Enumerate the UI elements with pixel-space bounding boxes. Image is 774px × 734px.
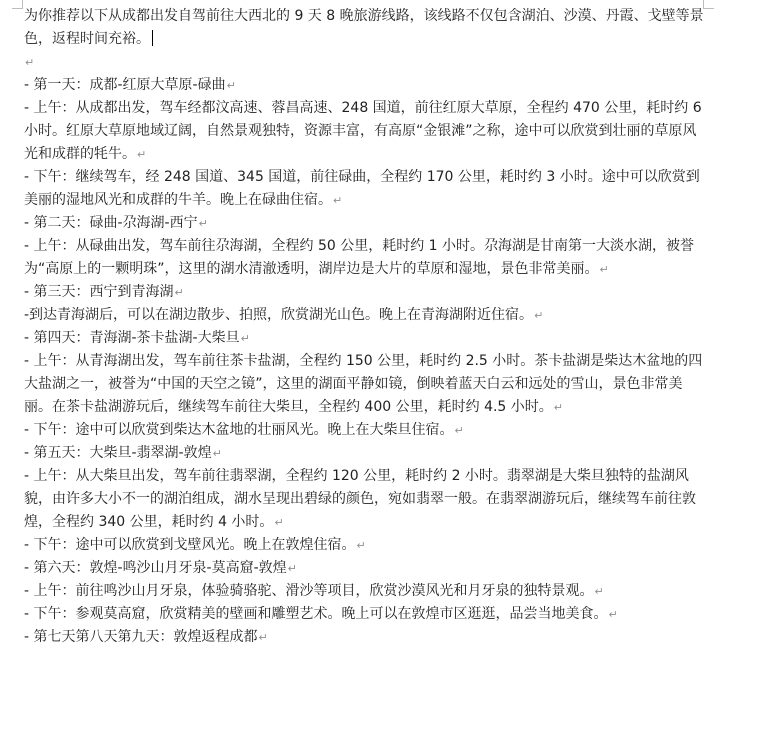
day6-afternoon[interactable]: - 下午：参观莫高窟，欣赏精美的壁画和雕塑艺术。晚上可以在敦煌市区逛逛，品尝当地美食。↵ <box>24 606 618 622</box>
intro-paragraph[interactable]: 为你推荐以下从成都出发自驾前往大西北的 9 天 8 晚旅游线路，该线路不仅包含湖泊、沙漠、丹霞、戈壁等景色，返程时间充裕。 <box>24 8 704 47</box>
paragraph-mark-icon: ↵ <box>174 286 184 299</box>
paragraph-mark-icon: ↵ <box>198 217 208 230</box>
day5-morning[interactable]: - 上午：从大柴旦出发，驾车前往翡翠湖，全程约 120 公里，耗时约 2 小时。翡翠湖是大柴旦独特的盐湖风貌，由许多大小不一的湖泊组成，湖水呈现出碧绿的颜色，宛如翡翠一般。在翡翠湖游玩后，继续驾车前往敦煌，全程约 340 公里，耗时约 4 小时。↵ <box>24 468 696 530</box>
margin-corner-mark <box>703 0 714 9</box>
paragraph-mark-icon: ↵ <box>226 79 236 92</box>
empty-paragraph[interactable] <box>24 51 704 74</box>
day4-morning[interactable]: - 上午：从青海湖出发，驾车前往茶卡盐湖，全程约 150 公里，耗时约 2.5 小时。茶卡盐湖是柴达木盆地的四大盐湖之一，被誉为“中国的天空之镜”，这里的湖面平静如镜，倒映着蓝天白云和远处的雪山，景色非常美丽。在茶卡盐湖游玩后，继续驾车前往大柴旦，全程约 400 公里，耗时约 4.5 小时。↵ <box>24 353 703 415</box>
paragraph-mark-icon: ↵ <box>274 516 284 529</box>
day6-heading[interactable]: - 第六天：敦煌-鸣沙山月牙泉-莫高窟-敦煌↵ <box>24 560 297 576</box>
paragraph-mark-icon: ↵ <box>25 56 35 69</box>
day5-afternoon[interactable]: - 下午：途中可以欣赏到戈壁风光。晚上在敦煌住宿。↵ <box>24 537 366 553</box>
day2-heading[interactable]: - 第二天：碌曲-尕海湖-西宁↵ <box>24 215 208 231</box>
day1-morning[interactable]: - 上午：从成都出发，驾车经都汶高速、蓉昌高速、248 国道，前往红原大草原，全程约 470 公里，耗时约 6 小时。红原大草原地域辽阔，自然景观独特，资源丰富，有高原“金银滩”之称，途中可以欣赏到壮丽的草原风光和成群的牦牛。↵ <box>24 100 702 162</box>
paragraph-mark-icon: ↵ <box>333 194 343 207</box>
paragraph-mark-icon: ↵ <box>356 539 366 552</box>
day7-9-heading[interactable]: - 第七天第八天第九天：敦煌返程成都↵ <box>24 629 268 645</box>
margin-corner-mark <box>12 0 23 9</box>
day4-heading[interactable]: - 第四天：青海湖-茶卡盐湖-大柴旦↵ <box>24 330 250 346</box>
paragraph-mark-icon: ↵ <box>534 309 544 322</box>
paragraph-mark-icon: ↵ <box>608 608 618 621</box>
paragraph-mark-icon: ↵ <box>212 447 222 460</box>
paragraph-mark-icon: ↵ <box>594 585 604 598</box>
paragraph-mark-icon: ↵ <box>599 263 609 276</box>
paragraph-mark-icon: ↵ <box>553 401 564 414</box>
paragraph-mark-icon: ↵ <box>137 148 147 161</box>
day6-morning[interactable]: - 上午：前往鸣沙山月牙泉，体验骑骆驼、滑沙等项目，欣赏沙漠风光和月牙泉的独特景观。↵ <box>24 583 604 599</box>
paragraph-mark-icon: ↵ <box>240 332 250 345</box>
day5-heading[interactable]: - 第五天：大柴旦-翡翠湖-敦煌↵ <box>24 445 222 461</box>
day2-morning[interactable]: - 上午：从碌曲出发，驾车前往尕海湖，全程约 50 公里，耗时约 1 小时。尕海湖是甘南第一大淡水湖，被誉为“高原上的一颗明珠”，这里的湖水清澈透明，湖岸边是大片的草原和湿地，景色非常美丽。↵ <box>24 238 695 277</box>
day1-heading[interactable]: - 第一天：成都-红原大草原-碌曲↵ <box>24 77 236 93</box>
paragraph-mark-icon: ↵ <box>258 631 268 644</box>
text-cursor <box>152 30 153 46</box>
day3-heading[interactable]: - 第三天：西宁到青海湖↵ <box>24 284 184 300</box>
day4-afternoon[interactable]: - 下午：途中可以欣赏到柴达木盆地的壮丽风光。晚上在大柴旦住宿。↵ <box>24 422 464 438</box>
day1-afternoon[interactable]: - 下午：继续驾车，经 248 国道、345 国道，前往碌曲，全程约 170 公里，耗时约 3 小时。途中可以欣赏到美丽的湿地风光和成群的牛羊。晚上在碌曲住宿。↵ <box>24 169 700 208</box>
paragraph-mark-icon: ↵ <box>287 562 297 575</box>
day3-detail[interactable]: -到达青海湖后，可以在湖边散步、拍照，欣赏湖光山色。晚上在青海湖附近住宿。↵ <box>24 307 544 323</box>
paragraph-mark-icon: ↵ <box>454 424 464 437</box>
